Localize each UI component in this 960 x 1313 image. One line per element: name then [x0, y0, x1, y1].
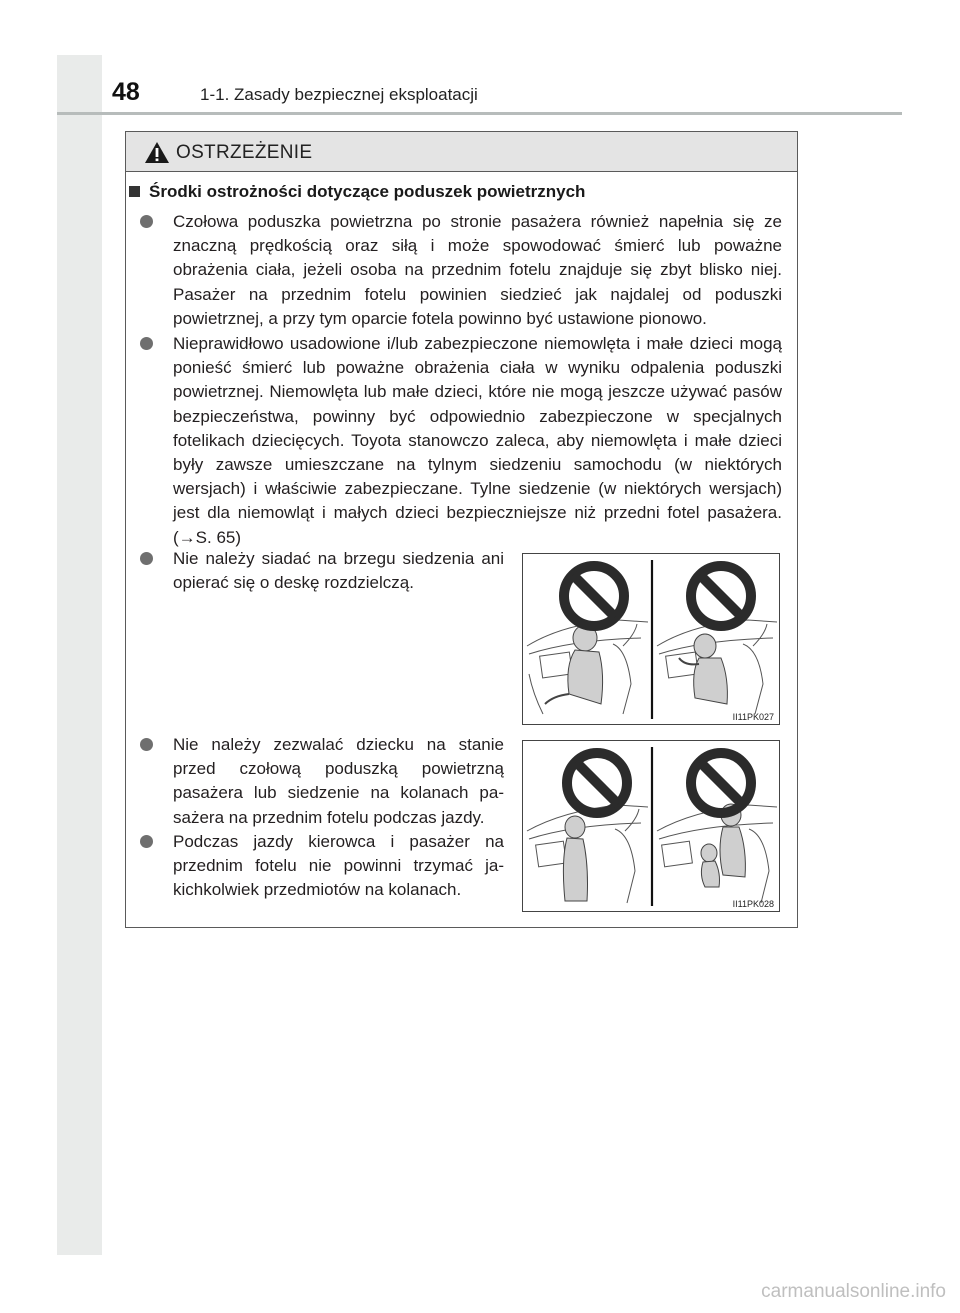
bullet-text: Podczas jazdy kierowca i pasażer na przednim fotelu nie powinni trzymać jakichkolwiek przedmiotów na kolanach.	[173, 832, 504, 900]
warning-bullet-item	[173, 332, 782, 550]
prohibition-icon	[685, 747, 757, 819]
bullet-text: Nie należy zezwalać dziecku na stanie przed czołową poduszką powietrzną pasażera lub siedzenie na kolanach pasażera na przednim fotelu podczas jazdy.	[173, 735, 504, 827]
warning-bullet-item	[173, 547, 504, 595]
bullet-dot-icon	[140, 337, 153, 350]
bullet-dot-icon	[140, 835, 153, 848]
bullet-text: Nieprawidłowo usadowione i/lub zabezpieczone niemowlęta i małe dzieci mogą ponieść śmierć lub poważne obrażenia ciała w wyniku odpalenia poduszki powietrznej. Niemowlęta lub małe dzieci, które nie mogą jeszcze używać pasów bezpieczeństwa, powinny być odpowiednio zabezpieczone w specjalnych fotelikach dziecięcych. Toyota stanowczo zaleca, aby niemowlęta i małe dzieci były zawsze umieszczane na tylnym siedzeniu samochodu (w niektórych wersjach) i właściwie zabezpieczane. Tylne siedzenie (w niektórych wersjach) jest dla niemowląt i małych dzieci bezpieczniejsze niż przedni fotel pasażera. (→S. 65)	[173, 334, 782, 547]
prohibition-icon	[558, 560, 630, 632]
subsection-title: Środki ostrożności dotyczące poduszek powietrznych	[149, 182, 586, 201]
figure-code: II11PK027	[732, 712, 774, 722]
prohibition-icon	[685, 560, 757, 632]
warning-box	[125, 131, 798, 928]
page-number: 48	[112, 78, 140, 106]
header-divider	[57, 112, 902, 115]
bullet-dot-icon	[140, 738, 153, 751]
warning-triangle-icon	[144, 141, 170, 164]
bullet-dot-icon	[140, 215, 153, 228]
figure-code: II11PK028	[732, 899, 774, 909]
bullet-text: Czołowa poduszka powietrzna po stronie pasażera również napełnia się ze znaczną prędkością oraz siłą i może spowodować śmierć lub poważne obrażenia ciała, jeżeli osoba na przednim fotelu znajduje się zbyt blisko niej. Pasażer na przednim fotelu powinien siedzieć jak najdalej od poduszki powietrznej, a przy tym oparcie fotela powinno być ustawione pionowo.	[173, 212, 782, 328]
warning-bullet-item	[173, 830, 504, 903]
watermark: carmanualsonline.info	[761, 1281, 946, 1302]
warning-bullet-item	[173, 733, 504, 830]
square-bullet-icon	[129, 186, 140, 197]
prohibition-icon	[561, 747, 633, 819]
bullet-text: Nie należy siadać na brzegu siedzenia ani opierać się o deskę rozdzielczą.	[173, 549, 504, 593]
subsection-heading	[129, 182, 585, 202]
warning-header	[126, 132, 797, 172]
illustration-child-in-front	[522, 740, 780, 912]
illustration-seated-too-close	[522, 553, 780, 725]
warning-title: OSTRZEŻENIE	[176, 142, 313, 163]
section-title: 1-1. Zasady bezpiecznej eksploatacji	[200, 85, 478, 104]
side-margin-bar	[57, 55, 102, 1255]
warning-bullet-item	[173, 210, 782, 331]
bullet-dot-icon	[140, 552, 153, 565]
